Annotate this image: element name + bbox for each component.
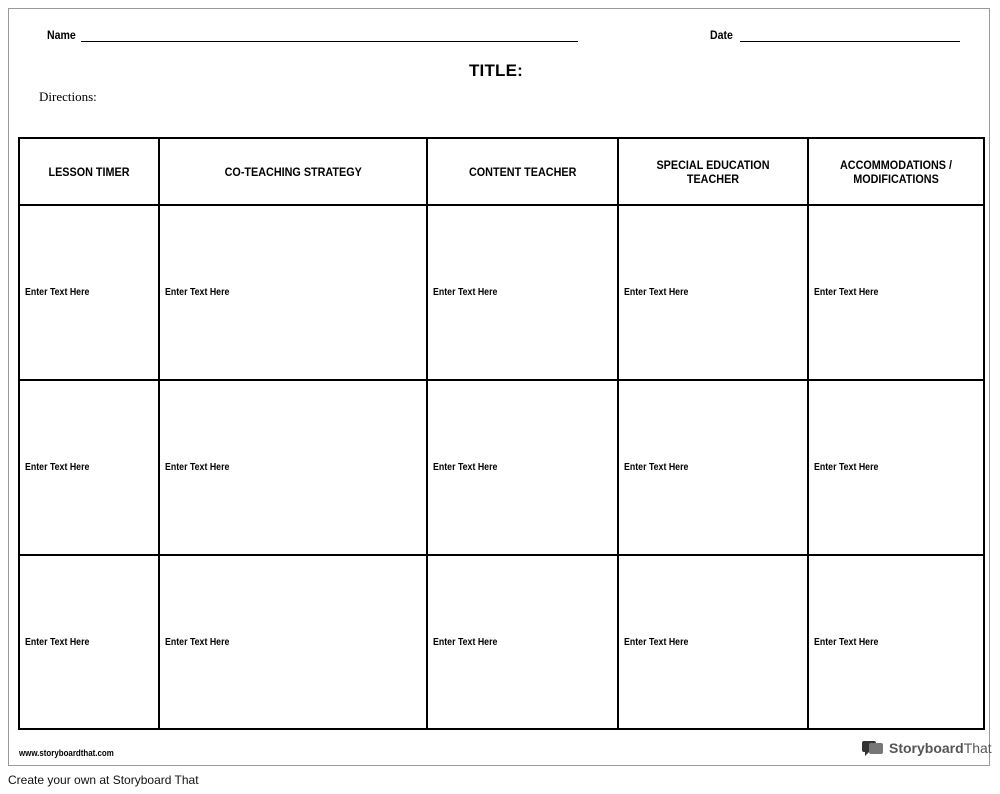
table-cell[interactable]: Enter Text Here — [18, 379, 160, 556]
storyboardthat-logo — [861, 739, 992, 757]
column-header-accommodations-modifications: ACCOMMODATIONS / MODIFICATIONS — [807, 137, 985, 206]
name-label: Name — [47, 28, 76, 42]
table-cell[interactable]: Enter Text Here — [807, 204, 985, 381]
logo-text-bold: Storyboard — [889, 740, 964, 756]
table-cell[interactable]: Enter Text Here — [18, 554, 160, 730]
table-cell[interactable]: Enter Text Here — [617, 379, 809, 556]
table-cell[interactable]: Enter Text Here — [807, 379, 985, 556]
name-line — [81, 41, 578, 42]
table-cell[interactable]: Enter Text Here — [158, 554, 428, 730]
create-your-own-link[interactable]: Create your own at Storyboard That — [8, 773, 199, 787]
site-url: www.storyboardthat.com — [19, 748, 114, 758]
column-header-co-teaching-strategy: CO-TEACHING STRATEGY — [158, 137, 428, 206]
table-cell[interactable]: Enter Text Here — [617, 554, 809, 730]
speech-bubble-icon — [861, 739, 885, 757]
worksheet — [8, 8, 990, 766]
column-header-lesson-timer: LESSON TIMER — [18, 137, 160, 206]
column-header-special-education-teacher: SPECIAL EDUCATION TEACHER — [617, 137, 809, 206]
date-label: Date — [710, 28, 733, 42]
logo-text-light: That — [963, 740, 992, 756]
table-cell[interactable]: Enter Text Here — [158, 204, 428, 381]
directions-label: Directions: — [39, 89, 97, 104]
table-cell[interactable]: Enter Text Here — [426, 554, 619, 730]
table-cell[interactable]: Enter Text Here — [617, 204, 809, 381]
table-cell[interactable]: Enter Text Here — [18, 204, 160, 381]
table-cell[interactable]: Enter Text Here — [158, 379, 428, 556]
table-cell[interactable]: Enter Text Here — [426, 204, 619, 381]
column-header-content-teacher: CONTENT TEACHER — [426, 137, 619, 206]
table-cell[interactable]: Enter Text Here — [807, 554, 985, 730]
table-cell[interactable]: Enter Text Here — [426, 379, 619, 556]
date-line — [740, 41, 960, 42]
worksheet-title: TITLE: — [468, 61, 524, 80]
